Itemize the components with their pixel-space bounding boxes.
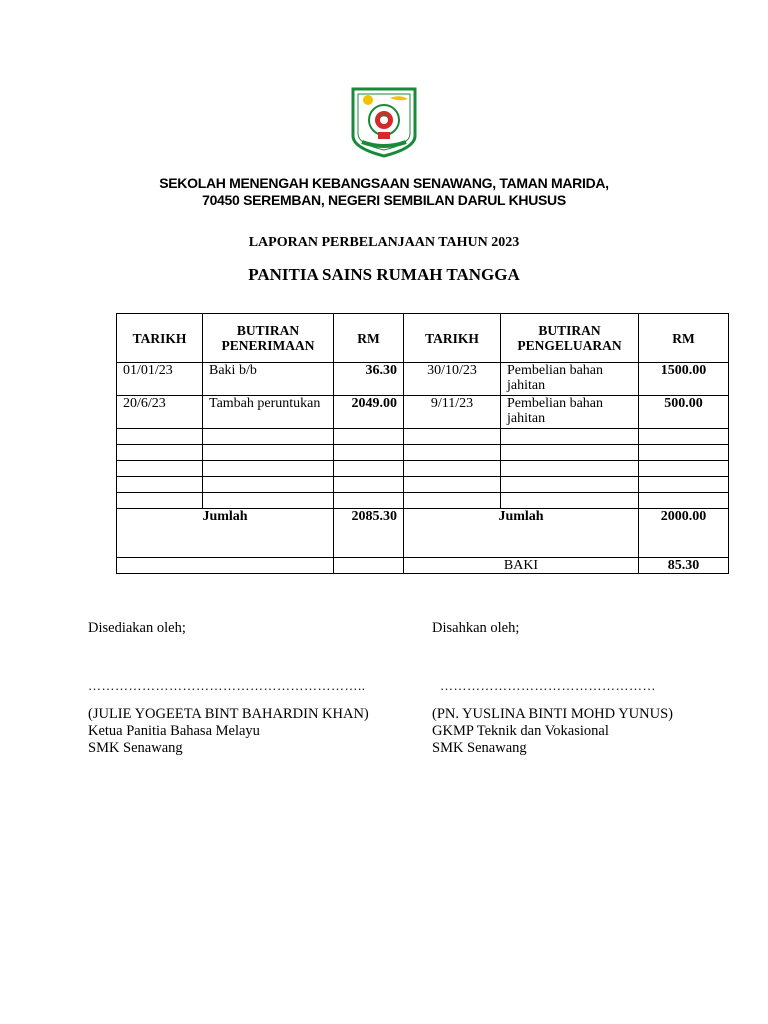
cell-rm-out: 500.00 — [639, 396, 729, 429]
signature-line-right: ………………………………………… — [440, 678, 656, 693]
empty-row — [117, 445, 729, 461]
empty-row — [117, 461, 729, 477]
finance-table — [116, 313, 729, 574]
approved-by-heading: Disahkan oleh; — [432, 620, 520, 636]
signatory-left-position: Ketua Panitia Bahasa Melayu — [88, 723, 260, 739]
report-title: LAPORAN PERBELANJAAN TAHUN 2023 — [248, 235, 520, 250]
cell-tarikh-out: 9/11/23 — [404, 396, 501, 429]
header-tarikh-out: TARIKH — [404, 314, 501, 363]
empty-row — [117, 493, 729, 509]
cell-rm-out: 1500.00 — [639, 363, 729, 396]
empty-row — [117, 477, 729, 493]
prepared-by-heading: Disediakan oleh; — [88, 620, 186, 636]
signatory-right-position: GKMP Teknik dan Vokasional — [432, 723, 609, 739]
school-name-line1: SEKOLAH MENENGAH KEBANGSAAN SENAWANG, TAMAN MARIDA, — [159, 175, 609, 191]
signatory-left-school: SMK Senawang — [88, 740, 183, 756]
cell-rm-in: 36.30 — [334, 363, 404, 396]
total-value-in: 2085.30 — [334, 509, 404, 558]
cell-butiran-in: Baki b/b — [203, 363, 334, 396]
signatory-left-block — [88, 706, 369, 757]
empty-row — [117, 429, 729, 445]
baki-row — [117, 558, 729, 574]
header-tarikh-in: TARIKH — [117, 314, 203, 363]
signature-line-left: …………………………………………………….. — [88, 678, 366, 693]
total-value-out: 2000.00 — [639, 509, 729, 558]
cell-rm-in: 2049.00 — [334, 396, 404, 429]
baki-label: BAKI — [404, 558, 639, 574]
cell-butiran-in: Tambah peruntukan — [203, 396, 334, 429]
header-rm-in: RM — [334, 314, 404, 363]
total-label-in: Jumlah — [117, 509, 334, 558]
total-label-out: Jumlah — [404, 509, 639, 558]
table-row — [117, 396, 729, 429]
header-butiran-penerimaan: BUTIRAN PENERIMAAN — [203, 314, 334, 363]
signatory-left-name: (JULIE YOGEETA BINT BAHARDIN KHAN) — [88, 706, 369, 722]
signatory-right-school: SMK Senawang — [432, 740, 527, 756]
school-crest-logo — [350, 86, 418, 158]
committee-title: PANITIA SAINS RUMAH TANGGA — [248, 265, 520, 284]
signatory-right-name: (PN. YUSLINA BINTI MOHD YUNUS) — [432, 706, 673, 722]
table-header-row — [117, 314, 729, 363]
totals-row — [117, 509, 729, 558]
header-butiran-pengeluaran: BUTIRAN PENGELUARAN — [501, 314, 639, 363]
cell-butiran-out: Pembelian bahan jahitan — [501, 396, 639, 429]
header-rm-out: RM — [639, 314, 729, 363]
school-address-line2: 70450 SEREMBAN, NEGERI SEMBILAN DARUL KHUSUS — [202, 192, 566, 208]
cell-tarikh-in: 01/01/23 — [117, 363, 203, 396]
cell-butiran-out: Pembelian bahan jahitan — [501, 363, 639, 396]
signatory-right-block — [432, 706, 673, 757]
cell-tarikh-in: 20/6/23 — [117, 396, 203, 429]
cell-tarikh-out: 30/10/23 — [404, 363, 501, 396]
baki-value: 85.30 — [639, 558, 729, 574]
table-row — [117, 363, 729, 396]
svg-text:1980: 1980 — [378, 113, 390, 118]
